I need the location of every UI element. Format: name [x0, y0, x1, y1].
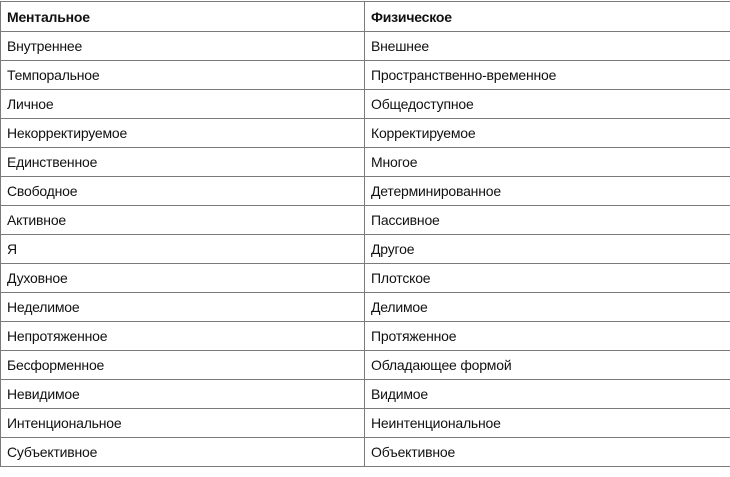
table-row [1, 119, 730, 148]
mental-cell: Непротяженное [1, 322, 365, 351]
mental-cell: Личное [1, 90, 365, 119]
header-row [1, 2, 730, 32]
physical-cell: Общедоступное [365, 90, 730, 119]
mental-cell: Бесформенное [1, 351, 365, 380]
mental-cell: Темпоральное [1, 61, 365, 90]
table-row [1, 322, 730, 351]
header-mental: Ментальное [1, 2, 365, 32]
table-row [1, 438, 730, 467]
comparison-table-container [0, 1, 730, 467]
physical-cell: Объективное [365, 438, 730, 467]
mental-cell: Невидимое [1, 380, 365, 409]
mental-cell: Неделимое [1, 293, 365, 322]
comparison-table [0, 1, 730, 467]
mental-cell: Внутреннее [1, 32, 365, 61]
physical-cell: Делимое [365, 293, 730, 322]
mental-cell: Я [1, 235, 365, 264]
table-body [1, 32, 730, 467]
table-row [1, 409, 730, 438]
physical-cell: Пассивное [365, 206, 730, 235]
mental-cell: Интенциональное [1, 409, 365, 438]
physical-cell: Детерминированное [365, 177, 730, 206]
physical-cell: Внешнее [365, 32, 730, 61]
mental-cell: Духовное [1, 264, 365, 293]
table-row [1, 264, 730, 293]
table-row [1, 90, 730, 119]
physical-cell: Протяженное [365, 322, 730, 351]
table-header [1, 2, 730, 32]
mental-cell: Активное [1, 206, 365, 235]
header-physical: Физическое [365, 2, 730, 32]
table-row [1, 235, 730, 264]
table-row [1, 32, 730, 61]
mental-cell: Некорректируемое [1, 119, 365, 148]
physical-cell: Корректируемое [365, 119, 730, 148]
mental-cell: Свободное [1, 177, 365, 206]
physical-cell: Другое [365, 235, 730, 264]
table-row [1, 293, 730, 322]
mental-cell: Единственное [1, 148, 365, 177]
physical-cell: Обладающее формой [365, 351, 730, 380]
physical-cell: Пространственно-временное [365, 61, 730, 90]
table-row [1, 61, 730, 90]
table-row [1, 351, 730, 380]
table-row [1, 380, 730, 409]
physical-cell: Неинтенциональное [365, 409, 730, 438]
table-row [1, 206, 730, 235]
mental-cell: Субъективное [1, 438, 365, 467]
physical-cell: Плотское [365, 264, 730, 293]
physical-cell: Многое [365, 148, 730, 177]
table-row [1, 177, 730, 206]
table-row [1, 148, 730, 177]
physical-cell: Видимое [365, 380, 730, 409]
